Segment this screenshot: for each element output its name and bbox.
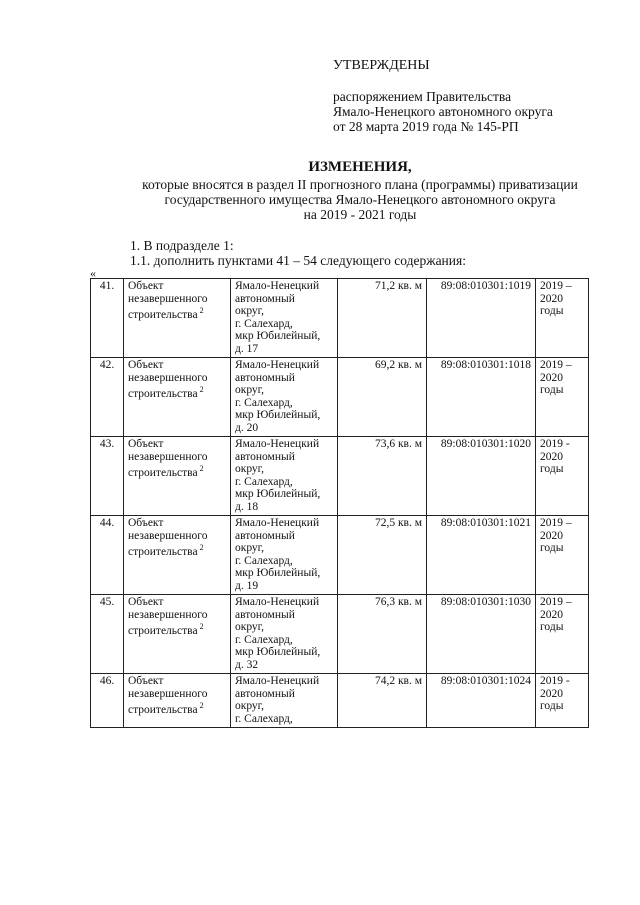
term-line: 2020 — [540, 371, 563, 384]
object-address — [231, 674, 338, 728]
address-line: автономный — [235, 529, 295, 542]
object-type-line: Объект — [128, 517, 164, 529]
term-line: 2019 – — [540, 596, 572, 608]
address-line: г. Салехард, — [235, 712, 293, 725]
document-subtitle-line: которые вносятся в раздел II прогнозного плана (программы) приватизации — [142, 177, 578, 192]
privatization-term — [536, 279, 589, 358]
object-type-line: незавершенного — [128, 450, 208, 463]
address-line: мкр Юбилейный, — [235, 488, 321, 500]
table-row — [91, 279, 589, 358]
approval-line: Ямало-Ненецкого автономного округа — [333, 104, 553, 119]
address-line: Ямало-Ненецкий — [235, 438, 320, 450]
footnote-marker: 2 — [199, 464, 204, 473]
address-line: Ямало-Ненецкий — [235, 675, 320, 687]
intro-paragraph: 1. В подразделе 1: — [130, 238, 234, 253]
approval-line: распоряжением Правительства — [333, 89, 512, 104]
term-line: 2020 — [540, 450, 563, 463]
object-address — [231, 516, 338, 595]
object-type-line: строительства $^2$ — [128, 385, 204, 400]
object-area: 71,2 кв. м — [338, 279, 427, 358]
object-type — [124, 279, 231, 358]
address-line: округ, — [235, 621, 264, 633]
footnote-marker: 2 — [199, 543, 204, 552]
table-row — [91, 358, 589, 437]
object-type-line: незавершенного — [128, 371, 208, 384]
document-subtitle-line: государственного имущества Ямало-Ненецкого автономного округа — [164, 192, 556, 207]
address-line: г. Салехард, — [235, 396, 293, 409]
address-line: мкр Юбилейный, — [235, 567, 321, 579]
item-number: 44. — [91, 516, 124, 595]
address-line: д. 32 — [235, 658, 259, 671]
object-address — [231, 595, 338, 674]
object-type-line: строительства $^2$ — [128, 543, 204, 558]
address-line: Ямало-Ненецкий — [235, 596, 320, 608]
term-line: годы — [540, 700, 564, 712]
term-line: 2019 - — [540, 438, 570, 450]
footnote-marker: 2 — [199, 622, 204, 631]
term-line: годы — [540, 305, 564, 317]
address-line: округ, — [235, 384, 264, 396]
object-type-line: Объект — [128, 359, 164, 371]
item-number: 41. — [91, 279, 124, 358]
document-title: ИЗМЕНЕНИЯ, — [308, 159, 412, 175]
item-number: 45. — [91, 595, 124, 674]
object-type-line: Объект — [128, 438, 164, 450]
object-type — [124, 674, 231, 728]
object-area: 74,2 кв. м — [338, 674, 427, 728]
address-line: округ, — [235, 305, 264, 317]
address-line: д. 18 — [235, 500, 259, 513]
approval-title: УТВЕРЖДЕНЫ — [333, 58, 430, 73]
cadastral-number: 89:08:010301:1020 — [427, 437, 536, 516]
term-line: годы — [540, 384, 564, 396]
address-line: округ, — [235, 463, 264, 475]
cadastral-number: 89:08:010301:1021 — [427, 516, 536, 595]
cadastral-number: 89:08:010301:1019 — [427, 279, 536, 358]
opening-quote: « — [90, 266, 96, 280]
address-line: г. Салехард, — [235, 475, 293, 488]
cadastral-number: 89:08:010301:1030 — [427, 595, 536, 674]
objects-table-body — [91, 279, 589, 728]
table-row — [91, 674, 589, 728]
address-line: округ, — [235, 542, 264, 554]
term-line: 2020 — [540, 608, 563, 621]
object-area: 73,6 кв. м — [338, 437, 427, 516]
approval-block — [333, 58, 553, 134]
object-area: 69,2 кв. м — [338, 358, 427, 437]
cadastral-number: 89:08:010301:1018 — [427, 358, 536, 437]
object-type-line: незавершенного — [128, 608, 208, 621]
object-type-line: незавершенного — [128, 292, 208, 305]
privatization-term — [536, 674, 589, 728]
object-area: 76,3 кв. м — [338, 595, 427, 674]
address-line: мкр Юбилейный, — [235, 330, 321, 342]
term-line: годы — [540, 621, 564, 633]
approval-line: от 28 марта 2019 года № 145-РП — [333, 119, 519, 134]
object-type — [124, 516, 231, 595]
object-type — [124, 595, 231, 674]
object-address — [231, 279, 338, 358]
table-row — [91, 595, 589, 674]
intro-text — [130, 238, 466, 268]
object-type-line: незавершенного — [128, 687, 208, 700]
table-row — [91, 437, 589, 516]
address-line: автономный — [235, 292, 295, 305]
cadastral-number: 89:08:010301:1024 — [427, 674, 536, 728]
address-line: г. Салехард, — [235, 317, 293, 330]
term-line: годы — [540, 542, 564, 554]
object-type-line: строительства $^2$ — [128, 306, 204, 321]
address-line: д. 20 — [235, 421, 259, 434]
object-type — [124, 437, 231, 516]
object-type-line: строительства $^2$ — [128, 622, 204, 637]
term-line: 2019 – — [540, 517, 572, 529]
object-area: 72,5 кв. м — [338, 516, 427, 595]
address-line: Ямало-Ненецкий — [235, 280, 320, 292]
address-line: округ, — [235, 700, 264, 712]
privatization-term — [536, 437, 589, 516]
address-line: мкр Юбилейный, — [235, 646, 321, 658]
address-line: мкр Юбилейный, — [235, 409, 321, 421]
table-row — [91, 516, 589, 595]
footnote-marker: 2 — [199, 701, 204, 710]
address-line: г. Салехард, — [235, 554, 293, 567]
objects-table — [90, 278, 589, 728]
term-line: 2019 – — [540, 280, 572, 292]
item-number: 46. — [91, 674, 124, 728]
document-heading — [80, 160, 640, 222]
privatization-term — [536, 516, 589, 595]
address-line: д. 19 — [235, 579, 259, 592]
address-line: д. 17 — [235, 342, 259, 355]
privatization-term — [536, 595, 589, 674]
term-line: 2019 – — [540, 359, 572, 371]
object-type-line: Объект — [128, 675, 164, 687]
privatization-term — [536, 358, 589, 437]
object-type-line: Объект — [128, 280, 164, 292]
item-number: 43. — [91, 437, 124, 516]
term-line: годы — [540, 463, 564, 475]
item-number: 42. — [91, 358, 124, 437]
object-address — [231, 437, 338, 516]
object-type-line: Объект — [128, 596, 164, 608]
address-line: г. Салехард, — [235, 633, 293, 646]
intro-paragraph: 1.1. дополнить пунктами 41 – 54 следующего содержания: — [130, 253, 466, 268]
term-line: 2020 — [540, 529, 563, 542]
object-type-line: строительства $^2$ — [128, 701, 204, 716]
footnote-marker: 2 — [199, 385, 204, 394]
term-line: 2019 - — [540, 675, 570, 687]
footnote-marker: 2 — [199, 306, 204, 315]
object-address — [231, 358, 338, 437]
address-line: автономный — [235, 608, 295, 621]
document-subtitle-line: на 2019 - 2021 годы — [303, 207, 417, 222]
address-line: автономный — [235, 450, 295, 463]
object-type-line: строительства $^2$ — [128, 464, 204, 479]
term-line: 2020 — [540, 687, 563, 700]
object-type-line: незавершенного — [128, 529, 208, 542]
term-line: 2020 — [540, 292, 563, 305]
address-line: автономный — [235, 687, 295, 700]
address-line: Ямало-Ненецкий — [235, 359, 320, 371]
object-type — [124, 358, 231, 437]
address-line: Ямало-Ненецкий — [235, 517, 320, 529]
address-line: автономный — [235, 371, 295, 384]
